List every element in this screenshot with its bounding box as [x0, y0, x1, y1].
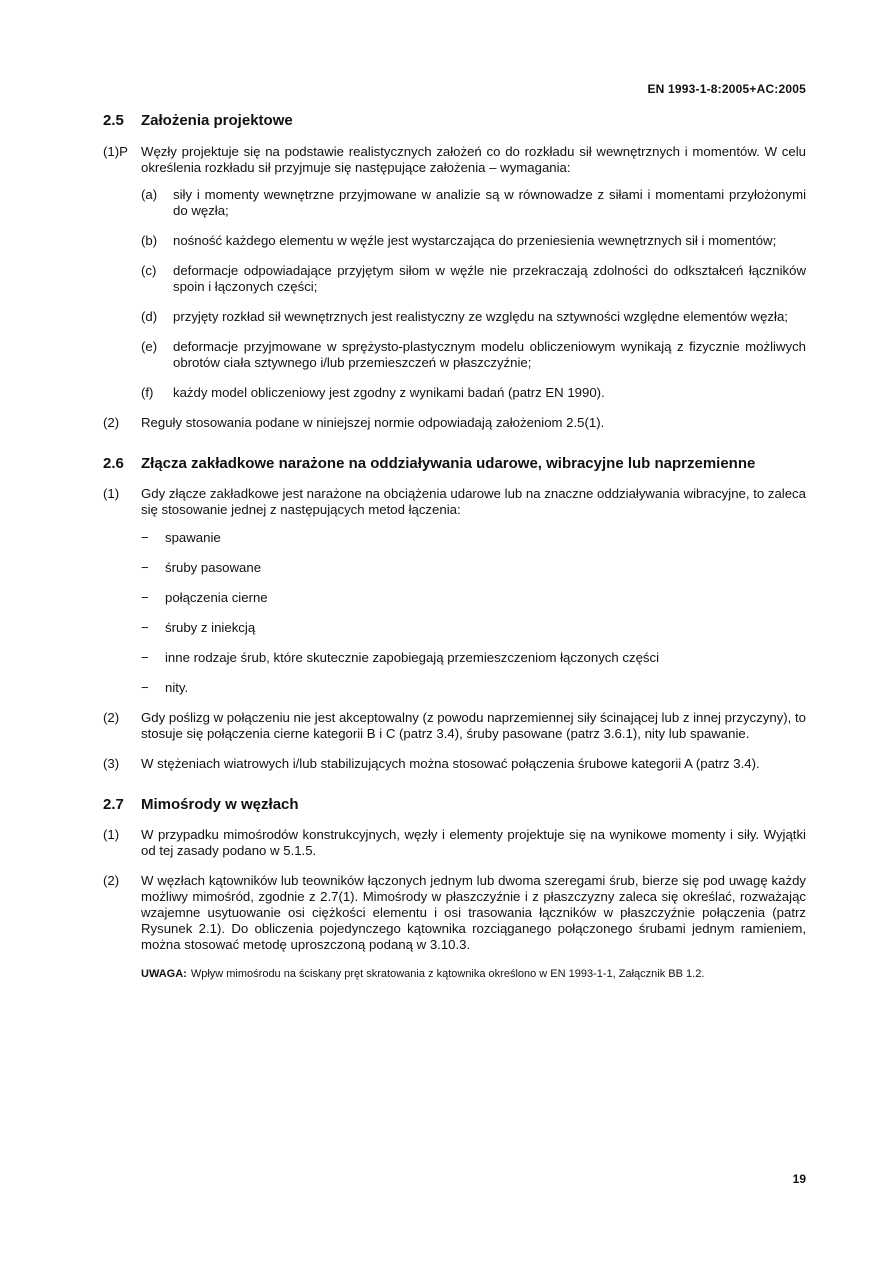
paragraph-text: Gdy poślizg w połączeniu nie jest akceptowalny (z powodu naprzemiennej siły ścinającej lub z innej przyczyny), to stosuje się połączenia cierne kategorii B i C (patrz 3.4), śruby pasowane (patrz 3.6.1), nity lub spawanie. [141, 710, 806, 741]
list-item-label: (d) [141, 309, 158, 324]
list-item [141, 309, 806, 325]
paragraph-number: (2) [103, 873, 120, 888]
note [141, 967, 806, 981]
section-number: 2.5 [103, 112, 124, 129]
paragraph [103, 486, 806, 518]
section-heading [103, 796, 806, 814]
page-content [103, 112, 806, 981]
list-item-text: deformacje odpowiadające przyjętym siłom w węźle nie przekraczają zdolności do odkształceń łączników spoin i łączonych części; [173, 263, 806, 294]
list-item-label: (e) [141, 339, 158, 354]
dash-item [141, 620, 806, 636]
paragraph-number: (2) [103, 710, 120, 725]
dash-item-text: spawanie [165, 530, 221, 545]
list-item-label: (c) [141, 263, 157, 278]
list-item-text: siły i momenty wewnętrzne przyjmowane w analizie są w równowadze z siłami i momentami przyłożonymi do węzła; [173, 187, 806, 218]
list-item-label: (b) [141, 233, 158, 248]
dash-item [141, 530, 806, 546]
dash-item [141, 590, 806, 606]
note-label: UWAGA: [141, 968, 187, 980]
section-number: 2.7 [103, 796, 124, 813]
section-title: Mimośrody w węzłach [141, 796, 299, 813]
list-item-label: (a) [141, 187, 158, 202]
list-item-text: nośność każdego elementu w węźle jest wystarczająca do przeniesienia wewnętrznych sił i momentów; [173, 233, 777, 248]
dash-item [141, 680, 806, 696]
paragraph [103, 710, 806, 742]
list-item-text: przyjęty rozkład sił wewnętrznych jest realistyczny ze względu na sztywności względne elementów węzła; [173, 309, 788, 324]
section-heading [103, 455, 806, 473]
paragraph-text: Węzły projektuje się na podstawie realistycznych założeń co do rozkładu sił wewnętrznych i momentów. W celu określenia rozkładu sił przyjmuje się następujące założenia – wymagania: [141, 144, 806, 175]
paragraph-number: (1) [103, 486, 120, 501]
dash-item-text: połączenia cierne [165, 590, 268, 605]
list-item [141, 263, 806, 295]
paragraph [103, 873, 806, 953]
paragraph-text: W węzłach kątowników lub teowników łączonych jednym lub dwoma szeregami śrub, bierze się pod uwagę każdy możliwy mimośród, zgodnie z 2.7(1). Mimośrody w płaszczyźnie i z płaszczyzny zaleca się określać, rozważając wzajemne usytuowanie osi ciężkości elementu i osi trasowania łączników w płaszczyźnie połączenia (patrz Rysunek 2.1). Do obliczenia pojedynczego kątownika rozciąganego połączonego śrubami jednym ramieniem, można stosować metodę uproszczoną podaną w 3.10.3. [141, 873, 806, 952]
paragraph [103, 827, 806, 859]
list-item-label: (f) [141, 385, 154, 400]
paragraph [103, 756, 806, 772]
dash-mark: − [141, 650, 149, 665]
section-title: Założenia projektowe [141, 112, 293, 129]
section-heading [103, 112, 806, 130]
note-text: Wpływ mimośrodu na ściskany pręt skratowania z kątownika określono w EN 1993-1-1, Załącznik BB 1.2. [190, 968, 705, 980]
dash-item [141, 560, 806, 576]
paragraph-text: W przypadku mimośrodów konstrukcyjnych, węzły i elementy projektuje się na wynikowe momenty i siły. Wyjątki od tej zasady podano w 5.1.5. [141, 827, 806, 858]
dash-item-text: inne rodzaje śrub, które skutecznie zapobiegają przemieszczeniom łączonych części [165, 650, 660, 665]
dash-mark: − [141, 620, 149, 635]
list-item-text: każdy model obliczeniowy jest zgodny z wynikami badań (patrz EN 1990). [173, 385, 605, 400]
paragraph [103, 144, 806, 176]
paragraph [103, 415, 806, 431]
dash-mark: − [141, 560, 149, 575]
list-item [141, 339, 806, 371]
dash-mark: − [141, 530, 149, 545]
dash-item [141, 650, 806, 666]
paragraph-text: Reguły stosowania podane w niniejszej normie odpowiadają założeniom 2.5(1). [141, 415, 605, 430]
page-number: 19 [792, 1172, 806, 1186]
dash-item-text: śruby z iniekcją [165, 620, 256, 635]
paragraph-text: W stężeniach wiatrowych i/lub stabilizujących można stosować połączenia śrubowe kategorii A (patrz 3.4). [141, 756, 760, 771]
list-item-text: deformacje przyjmowane w sprężysto-plastycznym modelu obliczeniowym wynikają z fizycznie możliwych obrotów ciała sztywnego i/lub przemieszczeń w płaszczyźnie; [173, 339, 806, 370]
paragraph-number: (1)P [103, 144, 128, 159]
paragraph-number: (1) [103, 827, 120, 842]
paragraph-number: (3) [103, 756, 120, 771]
dash-item-text: nity. [165, 680, 189, 695]
standard-code: EN 1993-1-8:2005+AC:2005 [647, 82, 806, 96]
paragraph-number: (2) [103, 415, 120, 430]
list-item [141, 233, 806, 249]
section-title: Złącza zakładkowe narażone na oddziaływania udarowe, wibracyjne lub naprzemienne [141, 455, 756, 472]
section-number: 2.6 [103, 455, 124, 472]
dash-item-text: śruby pasowane [165, 560, 262, 575]
list-item [141, 187, 806, 219]
dash-mark: − [141, 680, 149, 695]
list-item [141, 385, 806, 401]
dash-mark: − [141, 590, 149, 605]
paragraph-text: Gdy złącze zakładkowe jest narażone na obciążenia udarowe lub na znaczne oddziaływania wibracyjne, to zaleca się stosowanie jednej z następujących metod łączenia: [141, 486, 806, 517]
